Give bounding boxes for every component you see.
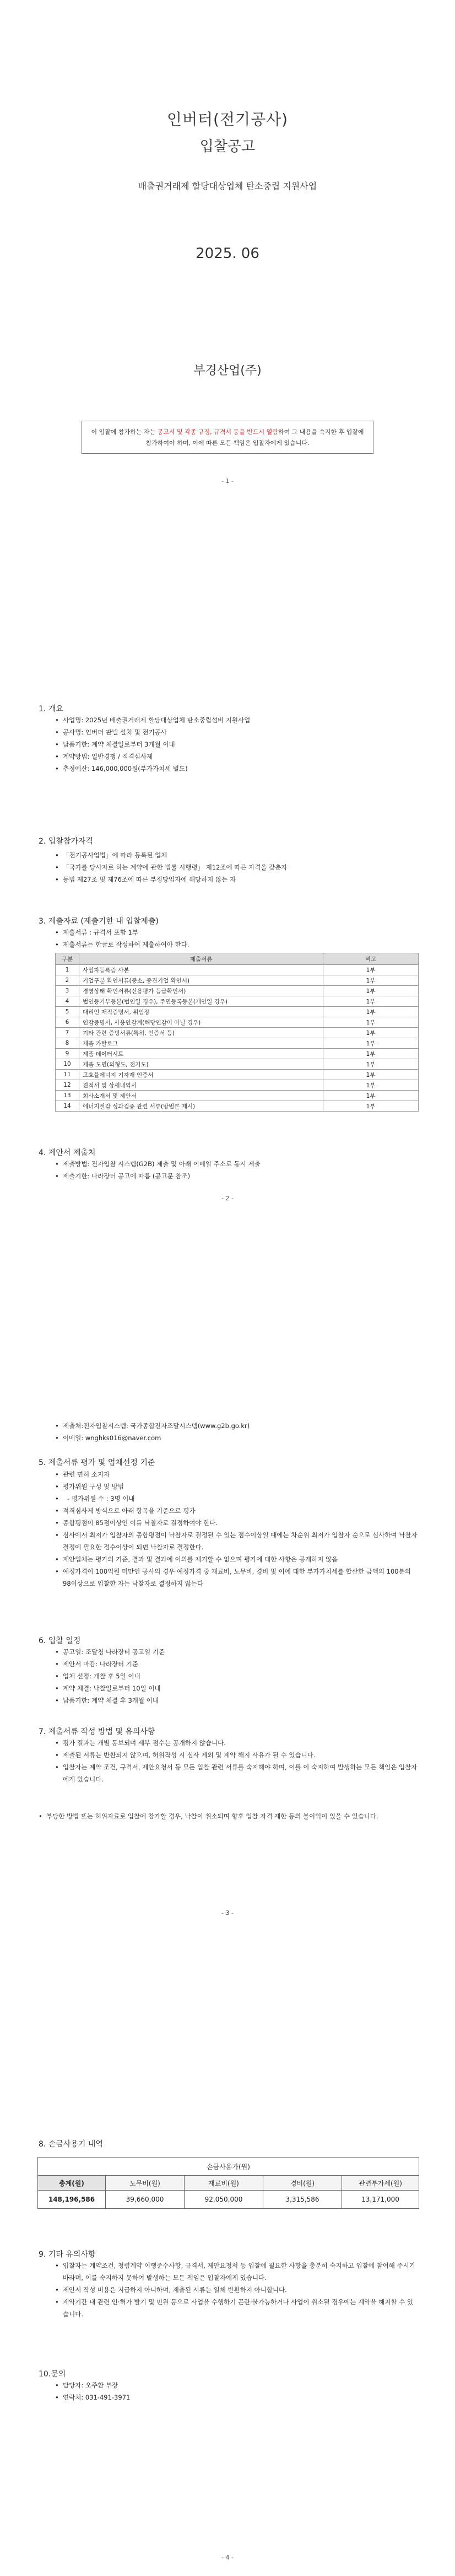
evaluation-list bbox=[55, 1468, 419, 1590]
list-item: • 부당한 방법 또는 허위자료로 입찰에 참가할 경우, 낙찰이 취소되며 향후 입찰 자격 제한 등의 불이익이 있을 수 있습니다. bbox=[39, 1810, 419, 1822]
submit-to-list bbox=[55, 1158, 419, 1182]
company-name: 부경산업(주) bbox=[193, 364, 262, 378]
table-cell: 14 bbox=[56, 1101, 79, 1112]
table-row bbox=[56, 1028, 419, 1038]
document-date: 2025. 06 bbox=[196, 245, 259, 262]
list-item: • 계약 체결: 낙찰일로부터 10일 이내 bbox=[55, 1682, 419, 1694]
table-row bbox=[56, 1091, 419, 1101]
list-item: • 사업명: 2025년 배출권거래제 할당대상업체 탄소중립설비 지원사업 bbox=[55, 714, 419, 726]
table-cell: 제품 카탈로그 bbox=[79, 1038, 323, 1049]
table-cell: 1부 bbox=[323, 1028, 419, 1038]
table-cell: 10 bbox=[56, 1059, 79, 1070]
list-item: • 제출기한: 나라장터 공고에 따름 (공고문 참조) bbox=[55, 1170, 419, 1182]
table-cell: 3,315,586 bbox=[263, 2191, 342, 2209]
table-cell: 4 bbox=[56, 996, 79, 1007]
table-cell: 1부 bbox=[323, 1049, 419, 1059]
section-heading-cost: 8. 손금사용기 내역 bbox=[39, 2140, 103, 2149]
section-heading-notes: 7. 제출서류 작성 방법 및 유의사항 bbox=[39, 1727, 155, 1736]
overview-list bbox=[55, 714, 419, 775]
notice-text-1: 이 입찰에 참가하는 자는 bbox=[91, 428, 158, 436]
section-heading-evaluation: 5. 제출서류 평가 및 업체선정 기준 bbox=[39, 1458, 155, 1467]
table-cell: 사업자등록증 사본 bbox=[79, 965, 323, 975]
list-item: • 공고일: 조달청 나라장터 공고일 기준 bbox=[55, 1646, 419, 1658]
table-row bbox=[56, 965, 419, 975]
notes-list bbox=[55, 1737, 419, 1785]
column-header: 관련부가세(원) bbox=[342, 2176, 419, 2191]
table-cell: 13 bbox=[56, 1091, 79, 1101]
list-item: • 「국가를 당사자로 하는 계약에 관한 법률 시행령」 제12조에 따른 자격을 갖춘자 bbox=[55, 861, 419, 873]
project-name: 배출권거래제 할당대상업체 탄소중립 지원사업 bbox=[138, 181, 317, 191]
table-cell: 92,050,000 bbox=[185, 2191, 263, 2209]
table-cell: 5 bbox=[56, 1007, 79, 1017]
list-item: • 관련 면허 소지자 bbox=[55, 1468, 419, 1480]
list-item: • 제안업체는 평가의 기준, 결과 및 결과에 이의를 제기할 수 없으며 평가에 대한 사항은 공개하지 않음 bbox=[55, 1553, 419, 1565]
list-item: • 연락처: 031-491-3971 bbox=[55, 2391, 419, 2403]
list-item: • 추정예산: 146,000,000원(부가가치세 별도) bbox=[55, 763, 419, 775]
table-cell: 1부 bbox=[323, 975, 419, 986]
list-item: • 업체 선정: 개찰 후 5일 이내 bbox=[55, 1670, 419, 1682]
table-cell: 8 bbox=[56, 1038, 79, 1049]
table-cell: 1부 bbox=[323, 1091, 419, 1101]
total-value: 148,196,586 bbox=[38, 2191, 106, 2209]
cost-table bbox=[37, 2157, 419, 2209]
table-cell: 1부 bbox=[323, 1007, 419, 1017]
column-header: 경비(원) bbox=[263, 2176, 342, 2191]
section-heading-overview: 1. 개요 bbox=[39, 705, 63, 713]
table-cell: 법인등기부등본(법인일 경우), 주민등록등본(개인일 경우) bbox=[79, 996, 323, 1007]
table-cell: 견적서 및 상세내역서 bbox=[79, 1080, 323, 1091]
list-item: • - 평가위원 수 : 3명 이내 bbox=[55, 1493, 419, 1505]
list-item: • 평가 결과는 개별 통보되며 세부 점수는 공개하지 않습니다. bbox=[55, 1737, 419, 1749]
table-header-row bbox=[56, 953, 419, 965]
list-item: • 평가위원 구성 및 방법 bbox=[55, 1480, 419, 1493]
table-cell: 2 bbox=[56, 975, 79, 986]
list-item: • 납품기한: 계약 체결일로부터 3개월 이내 bbox=[55, 738, 419, 750]
list-item: • 종합평점이 85점이상인 이를 낙찰자로 결정하여야 한다. bbox=[55, 1517, 419, 1529]
column-header: 노무비(원) bbox=[106, 2176, 185, 2191]
cost-table-title: 손금사용가(원) bbox=[38, 2158, 419, 2176]
list-item: • 담당자: 오주환 부장 bbox=[55, 2379, 419, 2391]
section-heading-eligibility: 2. 입찰참가자격 bbox=[39, 837, 93, 846]
table-cell: 11 bbox=[56, 1070, 79, 1080]
list-item: • 제안서 작성 비용은 지급하지 아니하며, 제출된 서류는 일체 반환하지 아니합니다. bbox=[55, 2284, 419, 2296]
section-heading-schedule: 6. 입찰 일정 bbox=[39, 1636, 81, 1645]
section-heading-submit-to: 4. 제안서 제출처 bbox=[39, 1149, 96, 1157]
notice-box bbox=[82, 421, 373, 454]
contact-list bbox=[55, 2379, 419, 2403]
list-item: • 심사에서 최저가 입찰자의 종합평점이 낙찰자로 결정될 수 있는 점수이상일 때에는 차순위 최저가 입찰자 순으로 심사하여 낙찰자 결정에 필요한 점수이상이 되면 낙찰자로 결정한다. bbox=[55, 1529, 419, 1553]
eligibility-list bbox=[55, 849, 419, 886]
table-cell: 고효율에너지 기자재 인증서 bbox=[79, 1070, 323, 1080]
table-cell: 1부 bbox=[323, 1017, 419, 1028]
table-cell: 3 bbox=[56, 986, 79, 996]
section-heading-misc: 9. 기타 유의사항 bbox=[39, 2250, 96, 2259]
column-header: 총계(원) bbox=[38, 2176, 106, 2191]
list-item: • 계약기간 내 관련 인·허가 발기 및 민원 등으로 사업을 수행하기 곤란·불가능하거나 사업이 취소될 경우에는 계약을 해지할 수 있습니다. bbox=[55, 2296, 419, 2320]
documents-table bbox=[55, 953, 419, 1112]
list-item: • 제출처:전자입찰시스템: 국가종합전자조달시스템(www.g2b.go.kr) bbox=[55, 1420, 419, 1432]
list-item: • 계약방법: 일반경쟁 / 적격심사제 bbox=[55, 750, 419, 763]
table-row bbox=[56, 1080, 419, 1091]
table-cell: 1부 bbox=[323, 1080, 419, 1091]
list-item: • 입찰자는 계약조건, 청렴계약 이행준수사항, 규격서, 제안요청서 등 입찰에 필요한 사항을 충분히 숙지하고 입찰에 참여해 주시기 바라며, 이를 숙지하지 못하여 발생하는 모든 책임은 입찰자에게 있습니다. bbox=[55, 2260, 419, 2284]
table-cell: 39,660,000 bbox=[106, 2191, 185, 2209]
table-cell: 1부 bbox=[323, 965, 419, 975]
table-row bbox=[56, 1049, 419, 1059]
table-cell: 1부 bbox=[323, 986, 419, 996]
page-number: - 1 - bbox=[221, 477, 234, 485]
section-heading-submission: 3. 제출자료 (제출기한 내 입찰제출) bbox=[39, 917, 159, 926]
table-cell: 13,171,000 bbox=[342, 2191, 419, 2209]
table-cell: 기업구분 확인서류(중소, 중견기업 확인서) bbox=[79, 975, 323, 986]
table-cell: 대리인 재직증명서, 위임장 bbox=[79, 1007, 323, 1017]
column-header: 제출서류 bbox=[79, 953, 323, 965]
column-header: 비고 bbox=[323, 953, 419, 965]
table-cell: 기타 관련 증빙서류(특허, 인증서 등) bbox=[79, 1028, 323, 1038]
table-row bbox=[56, 975, 419, 986]
section-heading-contact: 10.문의 bbox=[39, 2370, 66, 2379]
table-row bbox=[56, 1070, 419, 1080]
table-cell: 9 bbox=[56, 1049, 79, 1059]
table-cell: 12 bbox=[56, 1080, 79, 1091]
list-item: • 제안서 마감: 나라장터 기준 bbox=[55, 1658, 419, 1670]
column-header: 구분 bbox=[56, 953, 79, 965]
notes-extra bbox=[39, 1810, 419, 1822]
table-cell: 1부 bbox=[323, 996, 419, 1007]
list-item: • 제출방법: 전자입찰 시스템(G2B) 제출 및 아래 이메일 주소로 동시 제출 bbox=[55, 1158, 419, 1170]
list-item: • 납품기한: 계약 체결 후 3개월 이내 bbox=[55, 1694, 419, 1706]
list-item: • 「전기공사업법」에 따라 등록된 업체 bbox=[55, 849, 419, 861]
table-cell: 1부 bbox=[323, 1059, 419, 1070]
list-item: • 적격심사제 방식으로 아래 항목을 기준으로 평가 bbox=[55, 1505, 419, 1517]
page-number: - 2 - bbox=[221, 1195, 234, 1202]
submit-to-list-continued bbox=[55, 1420, 419, 1444]
document-title: 인버터(전기공사) bbox=[166, 110, 289, 128]
list-item: • 제출된 서류는 반환되지 않으며, 허위작성 시 심사 제외 및 계약 해지 사유가 될 수 있습니다. bbox=[55, 1749, 419, 1761]
list-item: • 공사명: 인버터 판넬 설치 및 전기공사 bbox=[55, 726, 419, 738]
submission-list bbox=[55, 926, 419, 951]
table-row bbox=[56, 1038, 419, 1049]
table-cell: 1부 bbox=[323, 1101, 419, 1112]
list-item: • 제출서류는 한글로 작성하여 제출하여야 한다. bbox=[55, 938, 419, 951]
document-subtitle: 입찰공고 bbox=[199, 138, 256, 155]
table-row bbox=[56, 1101, 419, 1112]
list-item: • 예정가격이 100억원 미만인 공사의 경우 예정가격 중 재료비, 노무비, 경비 및 이에 대한 부가가치세를 합산한 금액의 100분의 98이상으로 입찰한 자는 낙찰자로 결정하지 않는다 bbox=[55, 1565, 419, 1590]
page-number: - 3 - bbox=[221, 1909, 234, 1917]
table-cell: 1부 bbox=[323, 1070, 419, 1080]
table-cell: 제품 도면(외형도, 전기도) bbox=[79, 1059, 323, 1070]
table-row bbox=[56, 1059, 419, 1070]
table-row bbox=[56, 996, 419, 1007]
list-item: • 입찰자는 계약 조건, 규격서, 제안요청서 등 모든 입찰 관련 서류를 숙지해야 하며, 이를 이 숙지하여 발생하는 모든 책임은 입찰자에게 있습니다. bbox=[55, 1761, 419, 1785]
schedule-list bbox=[55, 1646, 419, 1706]
table-row bbox=[56, 1007, 419, 1017]
table-cell: 경영상태 확인서류(신용평가 등급확인서) bbox=[79, 986, 323, 996]
misc-list bbox=[55, 2260, 419, 2320]
table-cell: 회사소개서 및 제안서 bbox=[79, 1091, 323, 1101]
notice-text-2: 하여 그 내용을 숙지한 후 입찰에 참가하여야 하며, 이에 따른 모든 책임은 입찰자에게 있습니다. bbox=[145, 428, 364, 447]
table-cell: 인감증명서, 사용인감계(해당인감이 아닐 경우) bbox=[79, 1017, 323, 1028]
page-number: - 4 - bbox=[221, 2554, 234, 2561]
notice-highlight: 공고서 및 각종 규정, 규격서 등을 반드시 열람 bbox=[157, 428, 278, 436]
table-row bbox=[56, 986, 419, 996]
list-item: • 동법 제27조 및 제76조에 따른 부정당업자에 해당하지 않는 자 bbox=[55, 873, 419, 886]
table-cell: 제품 데이터시트 bbox=[79, 1049, 323, 1059]
table-cell: 1 bbox=[56, 965, 79, 975]
column-header: 재료비(원) bbox=[185, 2176, 263, 2191]
table-cell: 1부 bbox=[323, 1038, 419, 1049]
list-item: • 이메일: wnghks016@naver.com bbox=[55, 1432, 419, 1444]
list-item: • 제출서류 : 규격서 포함 1부 bbox=[55, 926, 419, 938]
table-cell: 6 bbox=[56, 1017, 79, 1028]
table-cell: 에너지절감 성과검증 관련 서류(방법론 제시) bbox=[79, 1101, 323, 1112]
table-cell: 7 bbox=[56, 1028, 79, 1038]
table-row bbox=[56, 1017, 419, 1028]
